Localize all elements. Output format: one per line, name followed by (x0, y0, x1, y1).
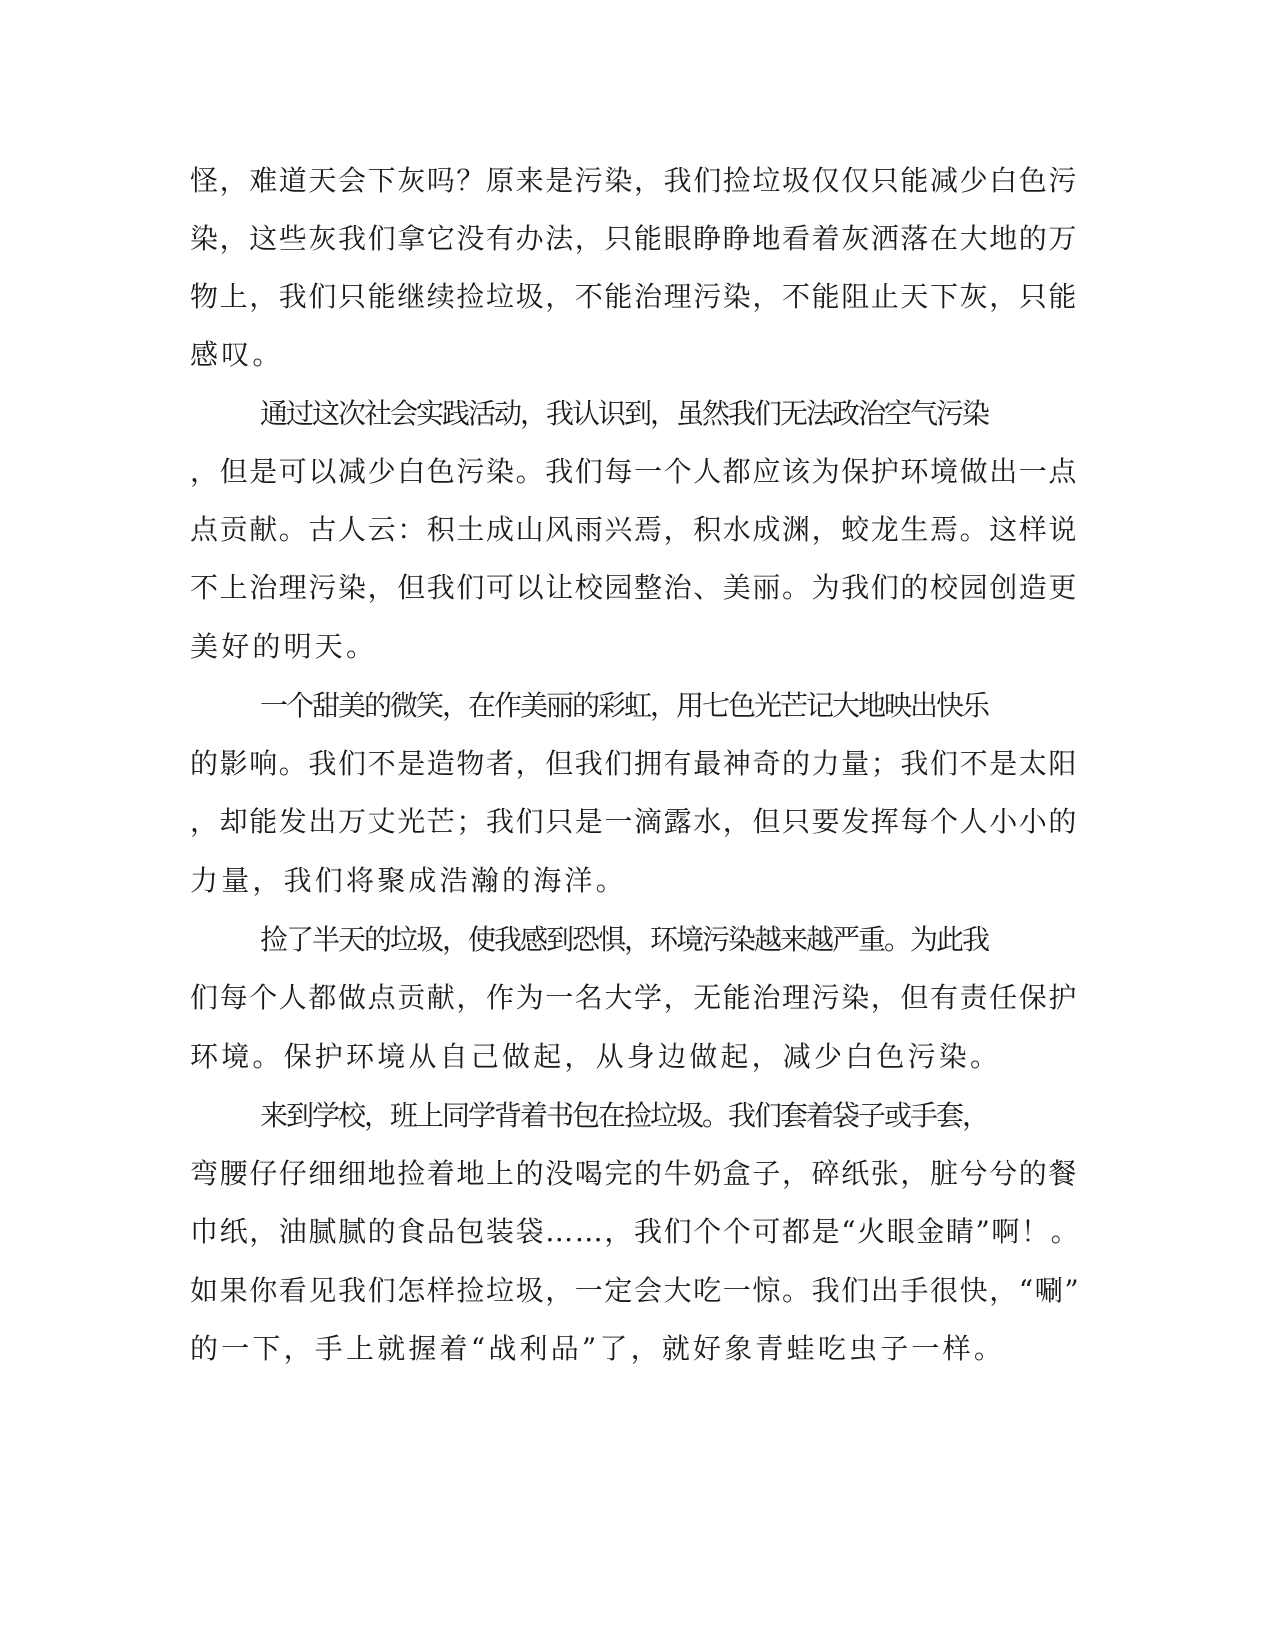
text-line: 点贡献。古人云：积土成山风雨兴焉，积水成渊，蛟龙生焉。这样说 (190, 513, 1079, 546)
text-line: 力量，我们将聚成浩瀚的海洋。 (190, 864, 627, 897)
text-line: 的一下，手上就握着“战利品”了，就好象青蛙吃虫子一样。 (190, 1332, 1006, 1365)
paragraph-first-line: 通过这次社会实践活动，我认识到，虽然我们无法政治空气污染 (260, 397, 989, 430)
text-line: 感叹。 (190, 338, 284, 371)
text-line: 物上，我们只能继续捡垃圾，不能治理污染，不能阻止天下灰，只能 (190, 280, 1079, 313)
text-line: 环境。保护环境从自己做起，从身边做起，减少白色污染。 (190, 1040, 1002, 1073)
text-line: 弯腰仔仔细细地捡着地上的没喝完的牛奶盒子，碎纸张，脏兮兮的餐 (190, 1157, 1079, 1190)
text-line: 怪，难道天会下灰吗？原来是污染，我们捡垃圾仅仅只能减少白色污 (190, 164, 1079, 197)
text-line: 不上治理污染，但我们可以让校园整治、美丽。为我们的校园创造更 (190, 571, 1079, 604)
text-line: ，但是可以减少白色污染。我们每一个人都应该为保护环境做出一点 (190, 455, 1079, 488)
text-line: 们每个人都做点贡献，作为一名大学，无能治理污染，但有责任保护 (190, 981, 1079, 1014)
paragraph-first-line: 一个甜美的微笑，在作美丽的彩虹，用七色光芒记大地映出快乐 (260, 689, 989, 722)
text-line: 如果你看见我们怎样捡垃圾，一定会大吃一惊。我们出手很快，“唰” (190, 1274, 1081, 1307)
text-line: 的影响。我们不是造物者，但我们拥有最神奇的力量；我们不是太阳 (190, 747, 1079, 780)
text-line: 巾纸，油腻腻的食品包装袋……，我们个个可都是“火眼金睛”啊！。 (190, 1215, 1081, 1248)
text-line: 美好的明天。 (190, 630, 378, 663)
text-line: 染，这些灰我们拿它没有办法，只能眼睁睁地看着灰洒落在大地的万 (190, 222, 1079, 255)
paragraph-first-line: 捡了半天的垃圾，使我感到恐惧，环境污染越来越严重。为此我 (260, 923, 989, 956)
paragraph-first-line: 来到学校，班上同学背着书包在捡垃圾。我们套着袋子或手套， (260, 1099, 989, 1132)
text-line: ，却能发出万丈光芒；我们只是一滴露水，但只要发挥每个人小小的 (190, 805, 1079, 838)
